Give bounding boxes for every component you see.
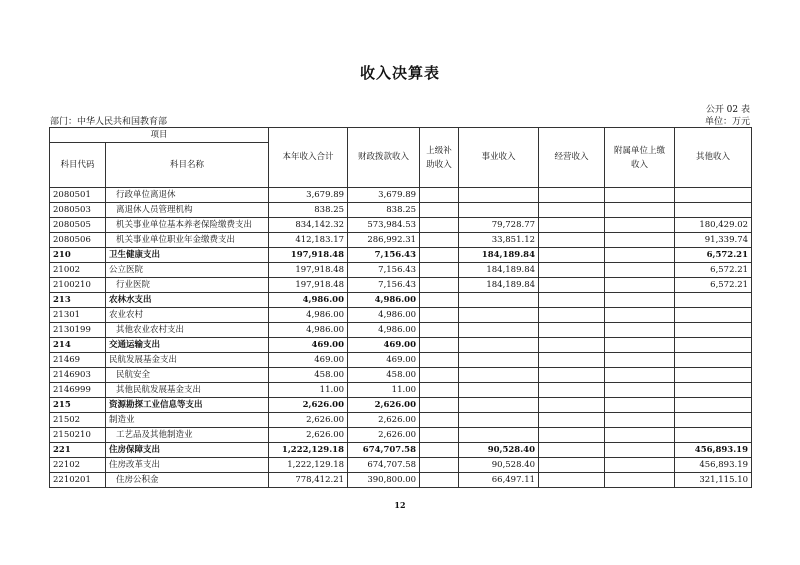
cell-other — [675, 308, 752, 323]
cell-business — [459, 413, 539, 428]
cell-affiliated — [605, 248, 675, 263]
cell-fiscal: 7,156.43 — [348, 248, 420, 263]
header-operating: 经营收入 — [539, 128, 605, 188]
cell-affiliated — [605, 473, 675, 488]
cell-operating — [539, 413, 605, 428]
cell-business — [459, 398, 539, 413]
cell-business — [459, 293, 539, 308]
cell-operating — [539, 188, 605, 203]
cell-total: 412,183.17 — [269, 233, 348, 248]
cell-other: 6,572.21 — [675, 278, 752, 293]
header-subsidy-label: 上级补助收入 — [426, 145, 452, 170]
cell-other — [675, 353, 752, 368]
cell-name: 公立医院 — [106, 263, 269, 278]
cell-other — [675, 323, 752, 338]
cell-fiscal: 4,986.00 — [348, 308, 420, 323]
cell-affiliated — [605, 353, 675, 368]
cell-subsidy — [420, 293, 459, 308]
cell-operating — [539, 308, 605, 323]
cell-other — [675, 338, 752, 353]
cell-other: 6,572.21 — [675, 248, 752, 263]
table-row — [50, 428, 752, 443]
department-label: 部门：中华人民共和国教育部 — [50, 117, 168, 127]
cell-operating — [539, 443, 605, 458]
cell-code: 213 — [50, 293, 106, 308]
header-item-group: 项目 — [50, 128, 269, 143]
cell-other — [675, 293, 752, 308]
cell-affiliated — [605, 263, 675, 278]
cell-name: 住房改革支出 — [106, 458, 269, 473]
cell-affiliated — [605, 218, 675, 233]
cell-name: 行业医院 — [106, 278, 269, 293]
cell-total: 778,412.21 — [269, 473, 348, 488]
cell-business: 90,528.40 — [459, 458, 539, 473]
cell-operating — [539, 383, 605, 398]
cell-name: 离退休人员管理机构 — [106, 203, 269, 218]
page-number: 12 — [394, 500, 406, 510]
cell-affiliated — [605, 278, 675, 293]
cell-total: 2,626.00 — [269, 413, 348, 428]
header-name: 科目名称 — [106, 143, 269, 188]
header-fiscal: 财政拨款收入 — [348, 128, 420, 188]
cell-operating — [539, 458, 605, 473]
table-row — [50, 218, 752, 233]
header-total: 本年收入合计 — [269, 128, 348, 188]
cell-other — [675, 188, 752, 203]
cell-name: 机关事业单位职业年金缴费支出 — [106, 233, 269, 248]
cell-name: 卫生健康支出 — [106, 248, 269, 263]
cell-subsidy — [420, 233, 459, 248]
cell-subsidy — [420, 263, 459, 278]
cell-fiscal: 573,984.53 — [348, 218, 420, 233]
cell-operating — [539, 293, 605, 308]
cell-code: 2146999 — [50, 383, 106, 398]
cell-subsidy — [420, 413, 459, 428]
cell-fiscal: 4,986.00 — [348, 323, 420, 338]
cell-other — [675, 413, 752, 428]
cell-other — [675, 428, 752, 443]
table-row — [50, 413, 752, 428]
cell-code: 2100210 — [50, 278, 106, 293]
cell-code: 214 — [50, 338, 106, 353]
cell-business — [459, 353, 539, 368]
cell-subsidy — [420, 338, 459, 353]
cell-operating — [539, 218, 605, 233]
table-row — [50, 188, 752, 203]
table-row — [50, 398, 752, 413]
table-row — [50, 263, 752, 278]
cell-name: 交通运输支出 — [106, 338, 269, 353]
table-row — [50, 308, 752, 323]
cell-total: 2,626.00 — [269, 428, 348, 443]
header-subsidy — [420, 128, 459, 188]
cell-total: 197,918.48 — [269, 263, 348, 278]
cell-affiliated — [605, 368, 675, 383]
cell-business — [459, 338, 539, 353]
cell-subsidy — [420, 398, 459, 413]
cell-code: 21502 — [50, 413, 106, 428]
table-row — [50, 458, 752, 473]
cell-fiscal: 286,992.31 — [348, 233, 420, 248]
cell-subsidy — [420, 218, 459, 233]
cell-operating — [539, 338, 605, 353]
cell-other — [675, 398, 752, 413]
cell-operating — [539, 353, 605, 368]
table-row — [50, 338, 752, 353]
cell-subsidy — [420, 203, 459, 218]
cell-fiscal: 469.00 — [348, 353, 420, 368]
table-row — [50, 278, 752, 293]
cell-total: 4,986.00 — [269, 323, 348, 338]
cell-code: 2130199 — [50, 323, 106, 338]
cell-name: 制造业 — [106, 413, 269, 428]
cell-total: 4,986.00 — [269, 293, 348, 308]
cell-total: 2,626.00 — [269, 398, 348, 413]
cell-fiscal: 674,707.58 — [348, 458, 420, 473]
cell-total: 11.00 — [269, 383, 348, 398]
cell-affiliated — [605, 338, 675, 353]
unit-label: 单位：万元 — [704, 117, 750, 127]
cell-code: 21301 — [50, 308, 106, 323]
cell-fiscal: 390,800.00 — [348, 473, 420, 488]
cell-name: 民航安全 — [106, 368, 269, 383]
cell-fiscal: 838.25 — [348, 203, 420, 218]
cell-fiscal: 2,626.00 — [348, 398, 420, 413]
cell-subsidy — [420, 188, 459, 203]
cell-operating — [539, 398, 605, 413]
cell-other: 6,572.21 — [675, 263, 752, 278]
cell-business — [459, 428, 539, 443]
cell-affiliated — [605, 293, 675, 308]
cell-business — [459, 368, 539, 383]
cell-fiscal: 469.00 — [348, 338, 420, 353]
table-row — [50, 368, 752, 383]
cell-total: 3,679.89 — [269, 188, 348, 203]
table-row — [50, 248, 752, 263]
table-row — [50, 203, 752, 218]
cell-name: 机关事业单位基本养老保险缴费支出 — [106, 218, 269, 233]
cell-fiscal: 458.00 — [348, 368, 420, 383]
cell-operating — [539, 428, 605, 443]
cell-subsidy — [420, 278, 459, 293]
form-number: 公开 02 表 — [705, 105, 750, 115]
cell-affiliated — [605, 308, 675, 323]
cell-code: 21002 — [50, 263, 106, 278]
income-table — [49, 127, 752, 488]
cell-fiscal: 11.00 — [348, 383, 420, 398]
cell-name: 行政单位离退休 — [106, 188, 269, 203]
cell-other: 456,893.19 — [675, 443, 752, 458]
cell-operating — [539, 323, 605, 338]
cell-business: 79,728.77 — [459, 218, 539, 233]
table-row — [50, 293, 752, 308]
cell-code: 215 — [50, 398, 106, 413]
cell-code: 221 — [50, 443, 106, 458]
cell-other: 180,429.02 — [675, 218, 752, 233]
cell-code: 2080501 — [50, 188, 106, 203]
cell-code: 2080503 — [50, 203, 106, 218]
page-title: 收入决算表 — [359, 64, 440, 82]
cell-total: 838.25 — [269, 203, 348, 218]
cell-operating — [539, 203, 605, 218]
cell-operating — [539, 233, 605, 248]
cell-name: 农业农村 — [106, 308, 269, 323]
cell-name: 其他农业农村支出 — [106, 323, 269, 338]
cell-name: 民航发展基金支出 — [106, 353, 269, 368]
table-row — [50, 383, 752, 398]
cell-total: 197,918.48 — [269, 278, 348, 293]
cell-code: 2210201 — [50, 473, 106, 488]
cell-fiscal: 7,156.43 — [348, 263, 420, 278]
cell-fiscal: 7,156.43 — [348, 278, 420, 293]
cell-affiliated — [605, 458, 675, 473]
cell-operating — [539, 473, 605, 488]
cell-total: 458.00 — [269, 368, 348, 383]
table-row — [50, 323, 752, 338]
cell-code: 210 — [50, 248, 106, 263]
cell-total: 4,986.00 — [269, 308, 348, 323]
cell-subsidy — [420, 383, 459, 398]
cell-fiscal: 3,679.89 — [348, 188, 420, 203]
cell-affiliated — [605, 188, 675, 203]
cell-other: 456,893.19 — [675, 458, 752, 473]
cell-total: 469.00 — [269, 338, 348, 353]
cell-code: 22102 — [50, 458, 106, 473]
cell-fiscal: 4,986.00 — [348, 293, 420, 308]
cell-other: 321,115.10 — [675, 473, 752, 488]
table-row — [50, 443, 752, 458]
cell-business — [459, 323, 539, 338]
cell-name: 其他民航发展基金支出 — [106, 383, 269, 398]
cell-business — [459, 308, 539, 323]
cell-name: 住房公积金 — [106, 473, 269, 488]
cell-code: 21469 — [50, 353, 106, 368]
cell-operating — [539, 263, 605, 278]
cell-code: 2150210 — [50, 428, 106, 443]
cell-subsidy — [420, 368, 459, 383]
cell-name: 住房保障支出 — [106, 443, 269, 458]
cell-name: 资源勘探工业信息等支出 — [106, 398, 269, 413]
table-body — [50, 188, 752, 488]
table-row — [50, 473, 752, 488]
cell-business: 184,189.84 — [459, 248, 539, 263]
cell-other — [675, 383, 752, 398]
cell-affiliated — [605, 398, 675, 413]
cell-subsidy — [420, 323, 459, 338]
cell-code: 2080506 — [50, 233, 106, 248]
header-other: 其他收入 — [675, 128, 752, 188]
cell-business: 66,497.11 — [459, 473, 539, 488]
cell-name: 工艺品及其他制造业 — [106, 428, 269, 443]
cell-business — [459, 188, 539, 203]
cell-other — [675, 203, 752, 218]
cell-business — [459, 203, 539, 218]
cell-subsidy — [420, 458, 459, 473]
cell-affiliated — [605, 428, 675, 443]
cell-business: 184,189.84 — [459, 278, 539, 293]
cell-total: 197,918.48 — [269, 248, 348, 263]
header-affiliated — [605, 128, 675, 188]
cell-operating — [539, 248, 605, 263]
cell-code: 2080505 — [50, 218, 106, 233]
cell-total: 834,142.32 — [269, 218, 348, 233]
cell-affiliated — [605, 383, 675, 398]
header-affiliated-label: 附属单位上缴收入 — [614, 145, 666, 170]
table-row — [50, 233, 752, 248]
cell-code: 2146903 — [50, 368, 106, 383]
cell-total: 1,222,129.18 — [269, 458, 348, 473]
header-code: 科目代码 — [50, 143, 106, 188]
cell-subsidy — [420, 428, 459, 443]
cell-fiscal: 2,626.00 — [348, 413, 420, 428]
cell-business: 33,851.12 — [459, 233, 539, 248]
cell-subsidy — [420, 443, 459, 458]
cell-fiscal: 674,707.58 — [348, 443, 420, 458]
cell-total: 1,222,129.18 — [269, 443, 348, 458]
cell-affiliated — [605, 233, 675, 248]
cell-subsidy — [420, 353, 459, 368]
cell-subsidy — [420, 248, 459, 263]
cell-business: 90,528.40 — [459, 443, 539, 458]
cell-subsidy — [420, 308, 459, 323]
cell-other — [675, 368, 752, 383]
cell-other: 91,339.74 — [675, 233, 752, 248]
cell-affiliated — [605, 413, 675, 428]
cell-affiliated — [605, 323, 675, 338]
cell-business — [459, 383, 539, 398]
cell-name: 农林水支出 — [106, 293, 269, 308]
table-row — [50, 353, 752, 368]
cell-business: 184,189.84 — [459, 263, 539, 278]
cell-affiliated — [605, 203, 675, 218]
header-business: 事业收入 — [459, 128, 539, 188]
cell-fiscal: 2,626.00 — [348, 428, 420, 443]
cell-affiliated — [605, 443, 675, 458]
cell-subsidy — [420, 473, 459, 488]
cell-operating — [539, 368, 605, 383]
cell-operating — [539, 278, 605, 293]
cell-total: 469.00 — [269, 353, 348, 368]
